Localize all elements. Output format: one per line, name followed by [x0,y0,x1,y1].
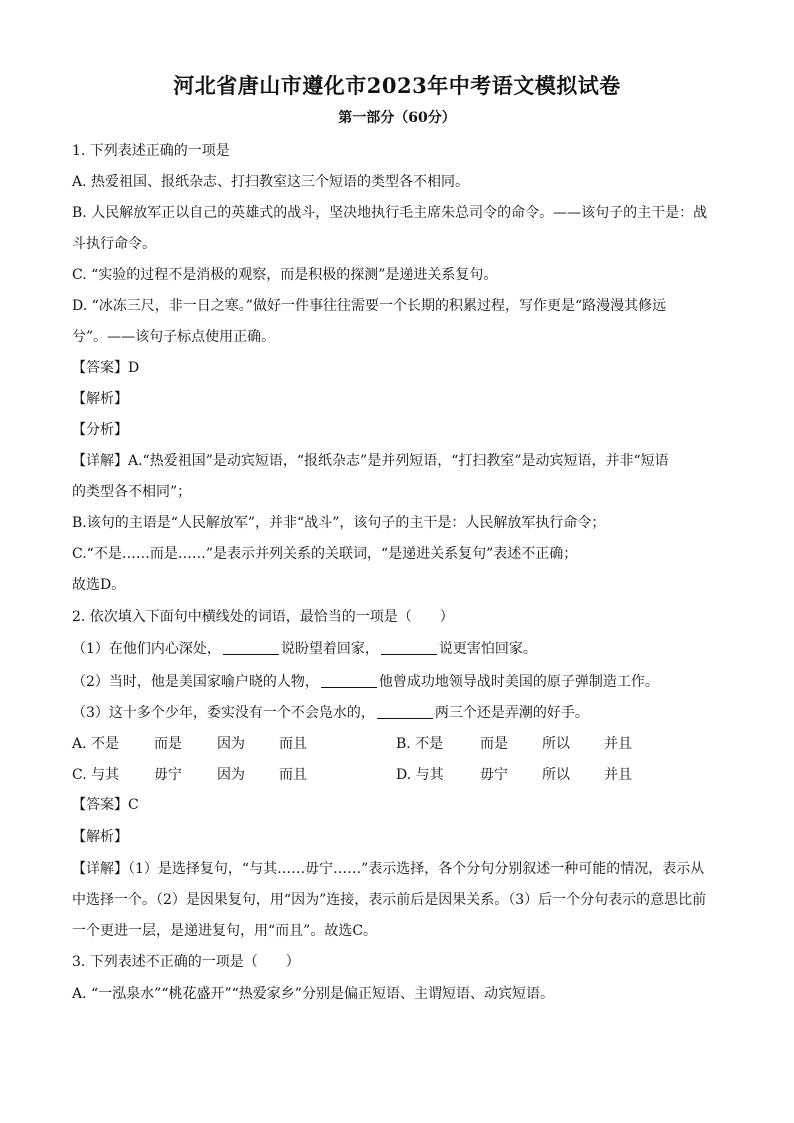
option-word: 毋宁 [154,767,182,783]
option-word: 而是 [480,736,508,752]
q1-option-b-line2: 斗执行命令。 [72,236,156,252]
answer-tag: 【答案】 [72,797,128,813]
detail-tag: 【详解】 [72,861,128,877]
q1-option-d-line2: 兮”。——该句子标点使用正确。 [72,329,276,345]
option-word: 而是 [154,736,182,752]
section-heading: 第一部分（60分） [338,110,456,126]
sentence-text: 他曾成功地领导战时美国的原子弹制造工作。 [378,674,659,690]
option-word: 并且 [604,736,632,752]
q2-sentence-3 [72,704,589,722]
detail-tag: 【详解】 [72,453,128,469]
q1-stem: 1. 下列表述正确的一项是 [72,143,230,159]
q2-option-b [396,735,654,753]
q1-detail-line4: C.“不是……而是……”是表示并列关系的关联词，“是递进关系复句”表述不正确； [72,546,578,562]
q1-detail-line2: 的类型各不相同”； [72,484,192,500]
fill-blank [381,640,437,655]
q1-option-d-line1: D. “冰冻三尺，非一日之寒。”做好一件事往往需要一个长期的积累过程，写作更是“路漫漫其修远 [72,298,667,314]
option-word: A. 不是 [72,736,120,752]
sentence-text: 说更害怕回家。 [438,641,537,657]
option-word: 所以 [542,736,570,752]
q2-option-a [72,735,339,753]
sentence-text: 说盼望着回家， [280,641,379,657]
sentence-text: 两三个还是弄潮的好手。 [434,705,589,721]
q1-detail-line5: 故选D。 [72,577,126,593]
q3-stem: 3. 下列表述不正确的一项是（ ） [72,954,300,970]
option-word: 并且 [604,767,632,783]
detail-text: A.“热爱祖国”是动宾短语，“报纸杂志”是并列短语，“打扫教室”是动宾短语，并非“短语 [128,453,669,469]
q2-stem: 2. 依次填入下面句中横线处的词语，最恰当的一项是（ ） [72,609,454,625]
answer-tag: 【答案】 [72,360,128,376]
fill-blank [321,673,377,688]
option-word: 因为 [217,767,245,783]
fill-blank [377,704,433,719]
q2-answer [72,796,139,814]
q2-option-d [396,766,654,784]
sentence-text: （3）这十多个少年，委实没有一个不会凫水的， [72,705,375,721]
q1-fenxi-tag: 【分析】 [72,422,128,438]
q1-option-c: C. “实验的过程不是消极的观察，而是积极的探测”是递进关系复句。 [72,267,498,283]
q2-detail-line3: 一个更进一层，是递进复句，用“而且”。故选C。 [72,923,378,939]
q1-option-a: A. 热爱祖国、报纸杂志、打扫教室这三个短语的类型各不相同。 [72,174,470,190]
option-word: C. 与其 [72,767,120,783]
q2-detail-line2: 中选择一个。（2）是因果复句，用“因为”连接，表示前后是因果关系。（3）后一个分句表示的意思比前 [72,892,707,908]
q1-detail-line3: B.该句的主语是“人民解放军”，并非“战斗”，该句子的主干是：人民解放军执行命令； [72,515,606,531]
q1-analysis-tag: 【解析】 [72,391,128,407]
option-word: 而且 [279,736,307,752]
q1-option-b-line1: B. 人民解放军正以自己的英雄式的战斗，坚决地执行毛主席朱总司令的命令。——该句子的主干是：战 [72,205,708,221]
answer-value: D [128,360,140,376]
q2-analysis-tag: 【解析】 [72,829,128,845]
option-word: 毋宁 [480,767,508,783]
option-word: D. 与其 [396,767,444,783]
q2-option-c [72,766,339,784]
q2-detail-line1 [72,860,704,878]
sentence-text: （2）当时，他是美国家喻户晓的人物， [72,674,319,690]
q1-detail-line1 [72,452,669,470]
option-word: 因为 [217,736,245,752]
answer-value: C [128,797,139,813]
option-word: B. 不是 [396,736,444,752]
sentence-text: （1）在他们内心深处， [72,641,221,657]
q2-sentence-2 [72,673,659,691]
q3-option-a: A. “一泓泉水”“桃花盛开”“热爱家乡”分别是偏正短语、主谓短语、动宾短语。 [72,986,554,1002]
q2-sentence-1 [72,640,537,658]
option-word: 所以 [542,767,570,783]
option-word: 而且 [279,767,307,783]
q1-answer [72,359,139,377]
page-title: 河北省唐山市遵化市2023年中考语文模拟试卷 [173,73,621,98]
detail-text: （1）是选择复句，“与其……毋宁……”表示选择，各个分句分别叙述一种可能的情况，表示从 [128,861,705,877]
fill-blank [223,640,279,655]
